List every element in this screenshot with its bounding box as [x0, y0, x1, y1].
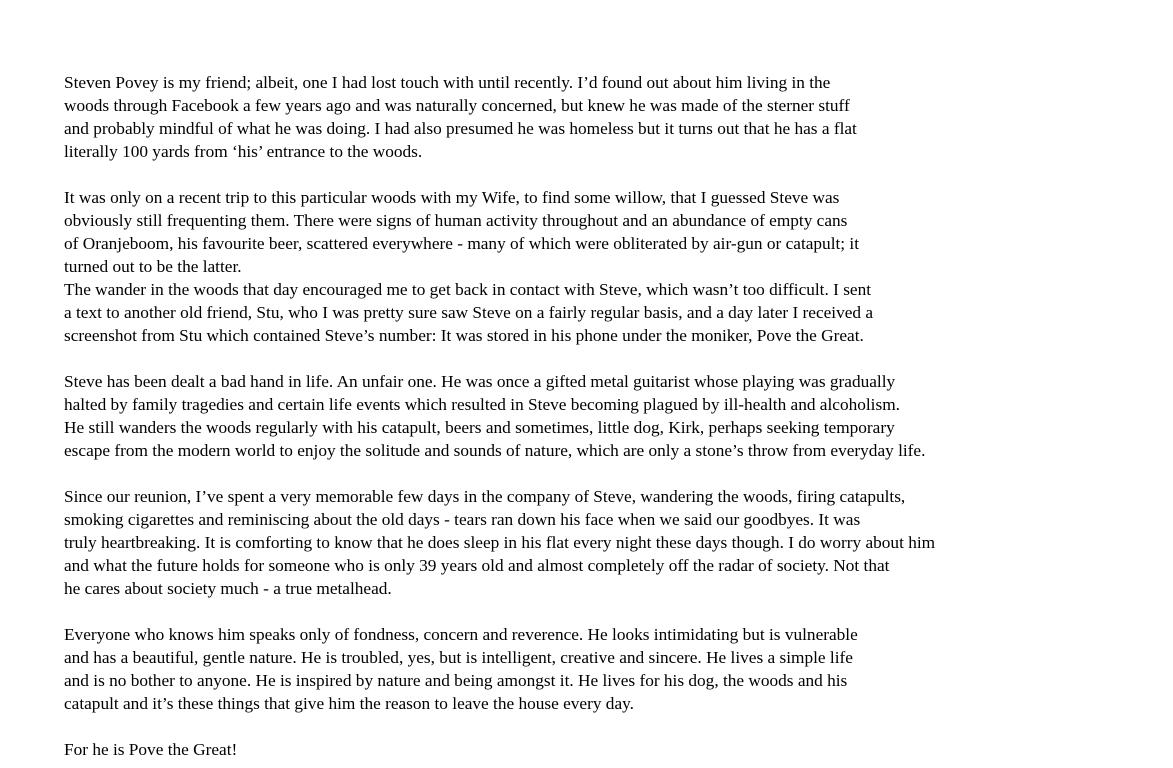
text-line: and is no bother to anyone. He is inspired by nature and being amongst it. He lives for his dog, the woods and his: [64, 671, 848, 690]
text-line: turned out to be the latter.: [64, 257, 242, 276]
text-line: of Oranjeboom, his favourite beer, scattered everywhere - many of which were obliterated by air-gun or catapult; it: [64, 234, 860, 253]
text-line: and probably mindful of what he was doing. I had also presumed he was homeless but it turns out that he has a flat: [64, 119, 857, 138]
paragraph-gap: [64, 600, 1164, 623]
paragraph-3: [64, 370, 1164, 462]
paragraph-5: [64, 623, 1164, 715]
text-line: Steve has been dealt a bad hand in life. An unfair one. He was once a gifted metal guitarist whose playing was gradually: [64, 372, 896, 391]
text-line: escape from the modern world to enjoy the solitude and sounds of nature, which are only a stone’s throw from everyday life.: [64, 441, 926, 460]
text-line: halted by family tragedies and certain life events which resulted in Steve becoming plagued by ill-health and alcoholism.: [64, 395, 900, 414]
text-line: Since our reunion, I’ve spent a very memorable few days in the company of Steve, wandering the woods, firing catapults,: [64, 487, 906, 506]
text-line: obviously still frequenting them. There were signs of human activity throughout and an abundance of empty cans: [64, 211, 848, 230]
text-line: smoking cigarettes and reminiscing about the old days - tears ran down his face when we said our goodbyes. It was: [64, 510, 861, 529]
text-line: The wander in the woods that day encouraged me to get back in contact with Steve, which wasn’t too difficult. I sent: [64, 280, 872, 299]
text-line: For he is Pove the Great!: [64, 740, 238, 759]
paragraph-gap: [64, 715, 1164, 738]
paragraph-2: [64, 186, 1164, 347]
text-line: and what the future holds for someone who is only 39 years old and almost completely off the radar of society. Not that: [64, 556, 890, 575]
text-line: and has a beautiful, gentle nature. He is troubled, yes, but is intelligent, creative and sincere. He lives a simple life: [64, 648, 853, 667]
text-line: literally 100 yards from ‘his’ entrance to the woods.: [64, 142, 423, 161]
text-line: Everyone who knows him speaks only of fondness, concern and reverence. He looks intimidating but is vulnerable: [64, 625, 858, 644]
paragraph-4: [64, 485, 1164, 600]
text-line: Steven Povey is my friend; albeit, one I had lost touch with until recently. I’d found out about him living in the: [64, 73, 831, 92]
paragraph-1: [64, 71, 1164, 163]
text-line: It was only on a recent trip to this particular woods with my Wife, to find some willow, that I guessed Steve was: [64, 188, 840, 207]
text-line: truly heartbreaking. It is comforting to know that he does sleep in his flat every night these days though. I do worry about him: [64, 533, 936, 552]
document-body: [64, 71, 1164, 761]
paragraph-gap: [64, 462, 1164, 485]
text-line: he cares about society much - a true metalhead.: [64, 579, 392, 598]
text-line: screenshot from Stu which contained Steve’s number: It was stored in his phone under the moniker, Pove the Great.: [64, 326, 864, 345]
text-line: catapult and it’s these things that give him the reason to leave the house every day.: [64, 694, 634, 713]
text-line: a text to another old friend, Stu, who I was pretty sure saw Steve on a fairly regular basis, and a day later I received a: [64, 303, 874, 322]
text-line: woods through Facebook a few years ago and was naturally concerned, but knew he was made of the sterner stuff: [64, 96, 850, 115]
closing-line: [64, 738, 1164, 761]
paragraph-gap: [64, 163, 1164, 186]
paragraph-gap: [64, 347, 1164, 370]
text-line: He still wanders the woods regularly with his catapult, beers and sometimes, little dog, Kirk, perhaps seeking temporary: [64, 418, 895, 437]
